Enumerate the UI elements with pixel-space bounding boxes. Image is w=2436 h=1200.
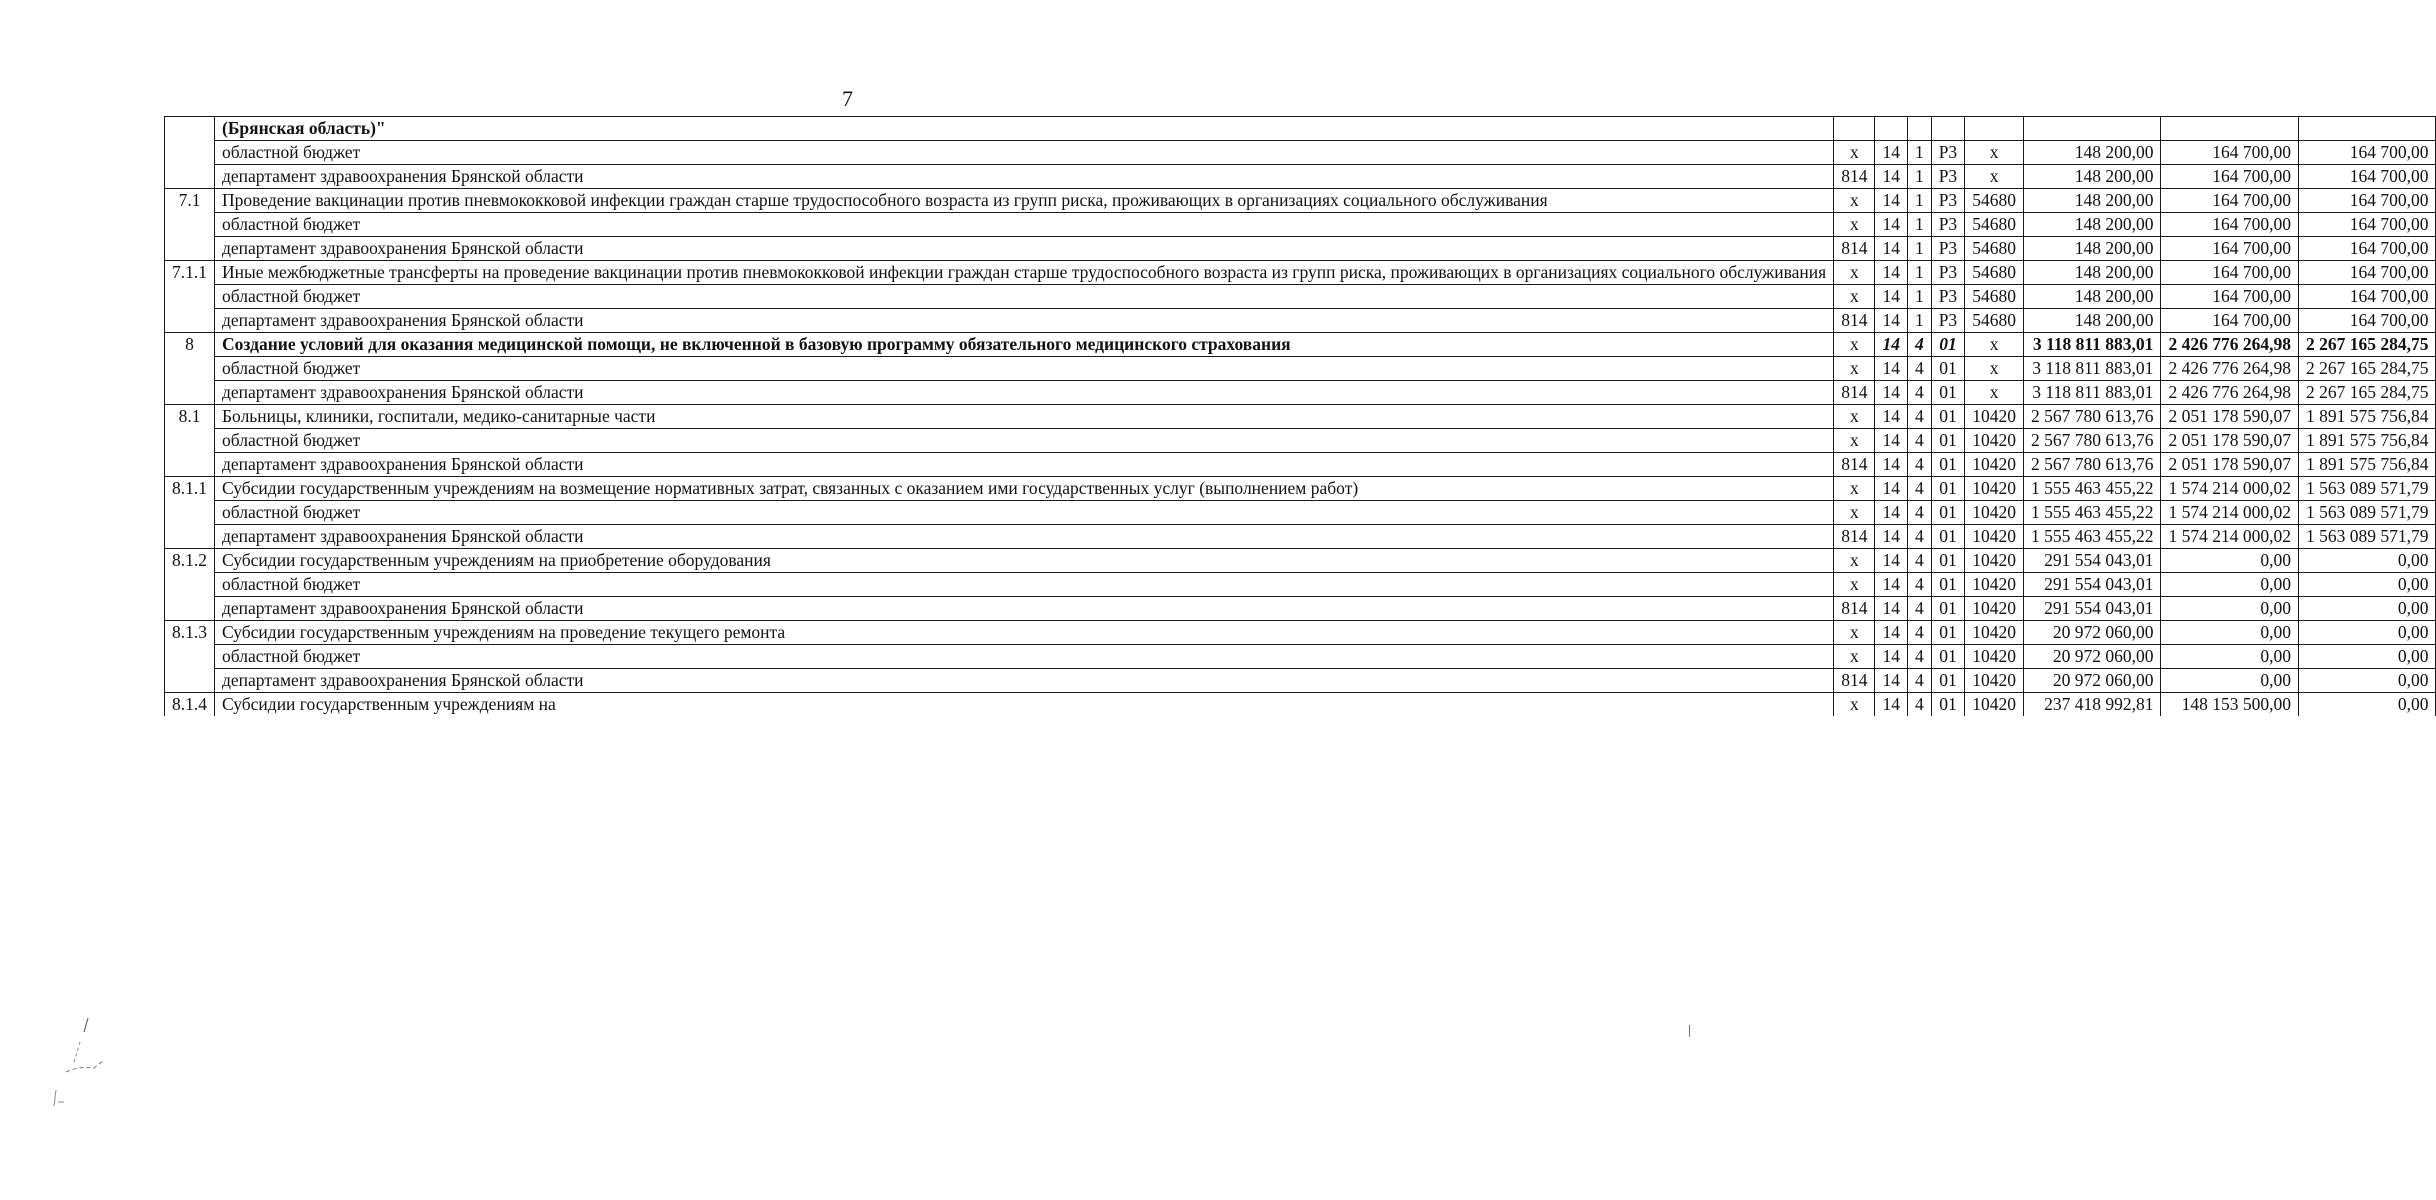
table-row xyxy=(165,525,2436,549)
row-number-cell: 8.1 xyxy=(165,405,215,477)
direction-code-cell: x xyxy=(1965,357,2024,381)
amount-year3-cell: 164 700,00 xyxy=(2298,261,2436,285)
description-cell: областной бюджет xyxy=(215,141,1834,165)
table-row xyxy=(165,309,2436,333)
amount-year3-cell: 164 700,00 xyxy=(2298,309,2436,333)
table-row xyxy=(165,381,2436,405)
amount-year2-cell: 2 051 178 590,07 xyxy=(2161,453,2299,477)
ministry-code-cell: x xyxy=(1834,213,1875,237)
amount-year3-cell: 2 267 165 284,75 xyxy=(2298,333,2436,357)
amount-year3-cell: 2 267 165 284,75 xyxy=(2298,357,2436,381)
program-code-cell: 14 xyxy=(1875,333,1908,357)
page-number: 7 xyxy=(842,86,853,111)
description-cell: департамент здравоохранения Брянской области xyxy=(215,237,1834,261)
direction-code-cell: 10420 xyxy=(1965,453,2024,477)
description-cell: областной бюджет xyxy=(215,645,1834,669)
amount-year2-cell: 164 700,00 xyxy=(2161,165,2299,189)
subprogram-code-cell: 4 xyxy=(1907,405,1931,429)
direction-code-cell: 54680 xyxy=(1965,309,2024,333)
subprogram-code-cell: 4 xyxy=(1907,597,1931,621)
description-cell: областной бюджет xyxy=(215,501,1834,525)
program-code-cell: 14 xyxy=(1875,645,1908,669)
event-code-cell: Р3 xyxy=(1931,285,1964,309)
scan-marks xyxy=(48,1010,118,1120)
amount-year3-cell: 0,00 xyxy=(2298,645,2436,669)
amount-year3-cell: 164 700,00 xyxy=(2298,165,2436,189)
program-code-cell: 14 xyxy=(1875,189,1908,213)
amount-year1-cell: 3 118 811 883,01 xyxy=(2023,333,2161,357)
program-code-cell: 14 xyxy=(1875,477,1908,501)
event-code-cell: Р3 xyxy=(1931,213,1964,237)
amount-year2-cell: 2 426 776 264,98 xyxy=(2161,333,2299,357)
ministry-code-cell: x xyxy=(1834,285,1875,309)
table-row xyxy=(165,429,2436,453)
program-code-cell: 14 xyxy=(1875,429,1908,453)
description-cell: (Брянская область)" xyxy=(215,117,1834,141)
amount-year1-cell: 2 567 780 613,76 xyxy=(2023,429,2161,453)
amount-year2-cell xyxy=(2161,117,2299,141)
table-row xyxy=(165,621,2436,645)
table-row xyxy=(165,141,2436,165)
program-code-cell: 14 xyxy=(1875,357,1908,381)
description-cell: областной бюджет xyxy=(215,213,1834,237)
table-row xyxy=(165,357,2436,381)
table-row xyxy=(165,501,2436,525)
ministry-code-cell: 814 xyxy=(1834,165,1875,189)
row-number-cell: 7.1 xyxy=(165,189,215,261)
ministry-code-cell: x xyxy=(1834,405,1875,429)
subprogram-code-cell: 1 xyxy=(1907,189,1931,213)
subprogram-code-cell: 1 xyxy=(1907,309,1931,333)
program-code-cell: 14 xyxy=(1875,597,1908,621)
description-cell: Больницы, клиники, госпитали, медико-санитарные части xyxy=(215,405,1834,429)
ministry-code-cell: x xyxy=(1834,357,1875,381)
direction-code-cell: 10420 xyxy=(1965,405,2024,429)
description-cell: департамент здравоохранения Брянской области xyxy=(215,669,1834,693)
row-number-cell: 8.1.2 xyxy=(165,549,215,621)
table-row xyxy=(165,213,2436,237)
description-cell: департамент здравоохранения Брянской области xyxy=(215,453,1834,477)
direction-code-cell: 10420 xyxy=(1965,549,2024,573)
description-cell: Субсидии государственным учреждениям на приобретение оборудования xyxy=(215,549,1834,573)
amount-year2-cell: 164 700,00 xyxy=(2161,237,2299,261)
direction-code-cell: 10420 xyxy=(1965,573,2024,597)
event-code-cell: 01 xyxy=(1931,429,1964,453)
table-row xyxy=(165,285,2436,309)
event-code-cell: 01 xyxy=(1931,453,1964,477)
direction-code-cell: 10420 xyxy=(1965,693,2024,717)
direction-code-cell: x xyxy=(1965,165,2024,189)
program-code-cell: 14 xyxy=(1875,573,1908,597)
amount-year3-cell: 164 700,00 xyxy=(2298,285,2436,309)
direction-code-cell: x xyxy=(1965,141,2024,165)
table-row xyxy=(165,549,2436,573)
subprogram-code-cell: 1 xyxy=(1907,261,1931,285)
table-row xyxy=(165,573,2436,597)
event-code-cell: 01 xyxy=(1931,693,1964,717)
program-code-cell: 14 xyxy=(1875,285,1908,309)
ministry-code-cell: x xyxy=(1834,261,1875,285)
budget-table xyxy=(164,116,2436,716)
amount-year3-cell: 2 267 165 284,75 xyxy=(2298,381,2436,405)
amount-year2-cell: 0,00 xyxy=(2161,597,2299,621)
amount-year1-cell: 291 554 043,01 xyxy=(2023,573,2161,597)
description-cell: Субсидии государственным учреждениям на xyxy=(215,693,1834,717)
subprogram-code-cell: 4 xyxy=(1907,453,1931,477)
description-cell: Субсидии государственным учреждениям на проведение текущего ремонта xyxy=(215,621,1834,645)
amount-year1-cell: 3 118 811 883,01 xyxy=(2023,357,2161,381)
amount-year1-cell: 148 200,00 xyxy=(2023,141,2161,165)
ministry-code-cell: 814 xyxy=(1834,525,1875,549)
subprogram-code-cell: 1 xyxy=(1907,165,1931,189)
ministry-code-cell: x xyxy=(1834,333,1875,357)
description-cell: Создание условий для оказания медицинской помощи, не включенной в базовую программу обязательного медицинского страхования xyxy=(215,333,1834,357)
subprogram-code-cell: 4 xyxy=(1907,645,1931,669)
table-row xyxy=(165,117,2436,141)
event-code-cell: Р3 xyxy=(1931,141,1964,165)
program-code-cell: 14 xyxy=(1875,381,1908,405)
ministry-code-cell xyxy=(1834,117,1875,141)
amount-year3-cell: 0,00 xyxy=(2298,549,2436,573)
table-row xyxy=(165,693,2436,717)
row-number-cell: 8.1.1 xyxy=(165,477,215,549)
event-code-cell: Р3 xyxy=(1931,261,1964,285)
amount-year1-cell: 291 554 043,01 xyxy=(2023,597,2161,621)
amount-year2-cell: 164 700,00 xyxy=(2161,261,2299,285)
amount-year1-cell: 20 972 060,00 xyxy=(2023,621,2161,645)
amount-year3-cell xyxy=(2298,117,2436,141)
row-number-cell xyxy=(165,117,215,189)
subprogram-code-cell: 1 xyxy=(1907,285,1931,309)
event-code-cell: 01 xyxy=(1931,501,1964,525)
ministry-code-cell: x xyxy=(1834,621,1875,645)
description-cell: Иные межбюджетные трансферты на проведение вакцинации против пневмококковой инфекции граждан старше трудоспособного возраста из групп риска, проживающих в организациях социального обслуживания xyxy=(215,261,1834,285)
subprogram-code-cell: 4 xyxy=(1907,525,1931,549)
direction-code-cell: 10420 xyxy=(1965,597,2024,621)
amount-year3-cell: 0,00 xyxy=(2298,597,2436,621)
ministry-code-cell: x xyxy=(1834,501,1875,525)
amount-year1-cell: 148 200,00 xyxy=(2023,237,2161,261)
subprogram-code-cell: 4 xyxy=(1907,429,1931,453)
direction-code-cell: 54680 xyxy=(1965,213,2024,237)
direction-code-cell xyxy=(1965,117,2024,141)
subprogram-code-cell: 4 xyxy=(1907,381,1931,405)
amount-year2-cell: 2 426 776 264,98 xyxy=(2161,381,2299,405)
amount-year1-cell: 1 555 463 455,22 xyxy=(2023,477,2161,501)
amount-year2-cell: 164 700,00 xyxy=(2161,141,2299,165)
amount-year2-cell: 0,00 xyxy=(2161,549,2299,573)
amount-year3-cell: 0,00 xyxy=(2298,693,2436,717)
amount-year3-cell: 164 700,00 xyxy=(2298,237,2436,261)
amount-year3-cell: 1 563 089 571,79 xyxy=(2298,525,2436,549)
program-code-cell: 14 xyxy=(1875,213,1908,237)
program-code-cell: 14 xyxy=(1875,549,1908,573)
event-code-cell: Р3 xyxy=(1931,189,1964,213)
amount-year1-cell: 2 567 780 613,76 xyxy=(2023,405,2161,429)
program-code-cell: 14 xyxy=(1875,693,1908,717)
ministry-code-cell: x xyxy=(1834,549,1875,573)
subprogram-code-cell: 1 xyxy=(1907,237,1931,261)
program-code-cell: 14 xyxy=(1875,261,1908,285)
program-code-cell: 14 xyxy=(1875,453,1908,477)
event-code-cell: 01 xyxy=(1931,381,1964,405)
amount-year3-cell: 0,00 xyxy=(2298,621,2436,645)
description-cell: областной бюджет xyxy=(215,429,1834,453)
amount-year2-cell: 0,00 xyxy=(2161,645,2299,669)
description-cell: областной бюджет xyxy=(215,573,1834,597)
program-code-cell xyxy=(1875,117,1908,141)
description-cell: департамент здравоохранения Брянской области xyxy=(215,525,1834,549)
direction-code-cell: 10420 xyxy=(1965,501,2024,525)
amount-year2-cell: 2 426 776 264,98 xyxy=(2161,357,2299,381)
amount-year2-cell: 1 574 214 000,02 xyxy=(2161,501,2299,525)
program-code-cell: 14 xyxy=(1875,525,1908,549)
description-cell: Проведение вакцинации против пневмококковой инфекции граждан старше трудоспособного возраста из групп риска, проживающих в организациях социального обслуживания xyxy=(215,189,1834,213)
event-code-cell xyxy=(1931,117,1964,141)
amount-year1-cell: 291 554 043,01 xyxy=(2023,549,2161,573)
budget-table-body xyxy=(165,117,2436,717)
amount-year2-cell: 1 574 214 000,02 xyxy=(2161,477,2299,501)
table-row xyxy=(165,261,2436,285)
description-cell: областной бюджет xyxy=(215,357,1834,381)
amount-year2-cell: 0,00 xyxy=(2161,669,2299,693)
event-code-cell: 01 xyxy=(1931,357,1964,381)
subprogram-code-cell: 4 xyxy=(1907,693,1931,717)
event-code-cell: 01 xyxy=(1931,405,1964,429)
subprogram-code-cell xyxy=(1907,117,1931,141)
row-number-cell: 8 xyxy=(165,333,215,405)
amount-year3-cell: 1 891 575 756,84 xyxy=(2298,453,2436,477)
event-code-cell: 01 xyxy=(1931,645,1964,669)
direction-code-cell: 10420 xyxy=(1965,621,2024,645)
amount-year1-cell xyxy=(2023,117,2161,141)
amount-year2-cell: 2 051 178 590,07 xyxy=(2161,429,2299,453)
amount-year2-cell: 148 153 500,00 xyxy=(2161,693,2299,717)
program-code-cell: 14 xyxy=(1875,621,1908,645)
event-code-cell: 01 xyxy=(1931,669,1964,693)
amount-year3-cell: 1 891 575 756,84 xyxy=(2298,405,2436,429)
amount-year2-cell: 1 574 214 000,02 xyxy=(2161,525,2299,549)
amount-year2-cell: 164 700,00 xyxy=(2161,213,2299,237)
program-code-cell: 14 xyxy=(1875,165,1908,189)
table-row xyxy=(165,453,2436,477)
amount-year2-cell: 0,00 xyxy=(2161,573,2299,597)
table-row xyxy=(165,405,2436,429)
direction-code-cell: x xyxy=(1965,333,2024,357)
amount-year3-cell: 164 700,00 xyxy=(2298,189,2436,213)
amount-year3-cell: 164 700,00 xyxy=(2298,213,2436,237)
event-code-cell: 01 xyxy=(1931,549,1964,573)
amount-year1-cell: 20 972 060,00 xyxy=(2023,645,2161,669)
event-code-cell: Р3 xyxy=(1931,165,1964,189)
event-code-cell: 01 xyxy=(1931,333,1964,357)
amount-year1-cell: 148 200,00 xyxy=(2023,213,2161,237)
direction-code-cell: 10420 xyxy=(1965,429,2024,453)
direction-code-cell: 10420 xyxy=(1965,477,2024,501)
subprogram-code-cell: 4 xyxy=(1907,333,1931,357)
event-code-cell: Р3 xyxy=(1931,309,1964,333)
row-number-cell: 8.1.4 xyxy=(165,693,215,717)
amount-year1-cell: 1 555 463 455,22 xyxy=(2023,501,2161,525)
amount-year3-cell: 1 563 089 571,79 xyxy=(2298,501,2436,525)
direction-code-cell: 10420 xyxy=(1965,645,2024,669)
ministry-code-cell: x xyxy=(1834,141,1875,165)
row-number-cell: 8.1.3 xyxy=(165,621,215,693)
table-row xyxy=(165,669,2436,693)
table-row xyxy=(165,165,2436,189)
subprogram-code-cell: 1 xyxy=(1907,213,1931,237)
event-code-cell: 01 xyxy=(1931,477,1964,501)
direction-code-cell: 54680 xyxy=(1965,285,2024,309)
ministry-code-cell: x xyxy=(1834,477,1875,501)
event-code-cell: 01 xyxy=(1931,597,1964,621)
subprogram-code-cell: 1 xyxy=(1907,141,1931,165)
ministry-code-cell: 814 xyxy=(1834,597,1875,621)
table-row xyxy=(165,333,2436,357)
amount-year3-cell: 1 563 089 571,79 xyxy=(2298,477,2436,501)
ministry-code-cell: 814 xyxy=(1834,237,1875,261)
program-code-cell: 14 xyxy=(1875,237,1908,261)
direction-code-cell: 10420 xyxy=(1965,669,2024,693)
amount-year1-cell: 148 200,00 xyxy=(2023,309,2161,333)
subprogram-code-cell: 4 xyxy=(1907,669,1931,693)
subprogram-code-cell: 4 xyxy=(1907,357,1931,381)
subprogram-code-cell: 4 xyxy=(1907,621,1931,645)
table-row xyxy=(165,237,2436,261)
scan-edge-mark xyxy=(1689,1025,1690,1037)
ministry-code-cell: x xyxy=(1834,189,1875,213)
amount-year1-cell: 148 200,00 xyxy=(2023,189,2161,213)
amount-year1-cell: 20 972 060,00 xyxy=(2023,669,2161,693)
description-cell: Субсидии государственным учреждениям на возмещение нормативных затрат, связанных с оказанием ими государственных услуг (выполнением работ) xyxy=(215,477,1834,501)
subprogram-code-cell: 4 xyxy=(1907,501,1931,525)
direction-code-cell: 54680 xyxy=(1965,189,2024,213)
amount-year2-cell: 164 700,00 xyxy=(2161,285,2299,309)
amount-year2-cell: 164 700,00 xyxy=(2161,309,2299,333)
amount-year1-cell: 148 200,00 xyxy=(2023,261,2161,285)
direction-code-cell: 54680 xyxy=(1965,261,2024,285)
event-code-cell: 01 xyxy=(1931,621,1964,645)
amount-year3-cell: 0,00 xyxy=(2298,669,2436,693)
event-code-cell: 01 xyxy=(1931,573,1964,597)
amount-year3-cell: 0,00 xyxy=(2298,573,2436,597)
amount-year3-cell: 164 700,00 xyxy=(2298,141,2436,165)
amount-year1-cell: 148 200,00 xyxy=(2023,165,2161,189)
amount-year1-cell: 237 418 992,81 xyxy=(2023,693,2161,717)
ministry-code-cell: 814 xyxy=(1834,453,1875,477)
event-code-cell: Р3 xyxy=(1931,237,1964,261)
ministry-code-cell: 814 xyxy=(1834,309,1875,333)
table-row xyxy=(165,189,2436,213)
amount-year1-cell: 3 118 811 883,01 xyxy=(2023,381,2161,405)
description-cell: департамент здравоохранения Брянской области xyxy=(215,309,1834,333)
program-code-cell: 14 xyxy=(1875,309,1908,333)
direction-code-cell: 10420 xyxy=(1965,525,2024,549)
amount-year2-cell: 0,00 xyxy=(2161,621,2299,645)
ministry-code-cell: x xyxy=(1834,693,1875,717)
program-code-cell: 14 xyxy=(1875,141,1908,165)
program-code-cell: 14 xyxy=(1875,501,1908,525)
subprogram-code-cell: 4 xyxy=(1907,477,1931,501)
subprogram-code-cell: 4 xyxy=(1907,549,1931,573)
direction-code-cell: x xyxy=(1965,381,2024,405)
direction-code-cell: 54680 xyxy=(1965,237,2024,261)
description-cell: областной бюджет xyxy=(215,285,1834,309)
amount-year2-cell: 164 700,00 xyxy=(2161,189,2299,213)
program-code-cell: 14 xyxy=(1875,405,1908,429)
amount-year1-cell: 1 555 463 455,22 xyxy=(2023,525,2161,549)
ministry-code-cell: 814 xyxy=(1834,669,1875,693)
ministry-code-cell: x xyxy=(1834,645,1875,669)
description-cell: департамент здравоохранения Брянской области xyxy=(215,165,1834,189)
subprogram-code-cell: 4 xyxy=(1907,573,1931,597)
table-row xyxy=(165,597,2436,621)
program-code-cell: 14 xyxy=(1875,669,1908,693)
description-cell: департамент здравоохранения Брянской области xyxy=(215,381,1834,405)
description-cell: департамент здравоохранения Брянской области xyxy=(215,597,1834,621)
ministry-code-cell: x xyxy=(1834,573,1875,597)
amount-year1-cell: 148 200,00 xyxy=(2023,285,2161,309)
table-row xyxy=(165,477,2436,501)
ministry-code-cell: x xyxy=(1834,429,1875,453)
event-code-cell: 01 xyxy=(1931,525,1964,549)
amount-year1-cell: 2 567 780 613,76 xyxy=(2023,453,2161,477)
table-row xyxy=(165,645,2436,669)
row-number-cell: 7.1.1 xyxy=(165,261,215,333)
ministry-code-cell: 814 xyxy=(1834,381,1875,405)
amount-year3-cell: 1 891 575 756,84 xyxy=(2298,429,2436,453)
amount-year2-cell: 2 051 178 590,07 xyxy=(2161,405,2299,429)
